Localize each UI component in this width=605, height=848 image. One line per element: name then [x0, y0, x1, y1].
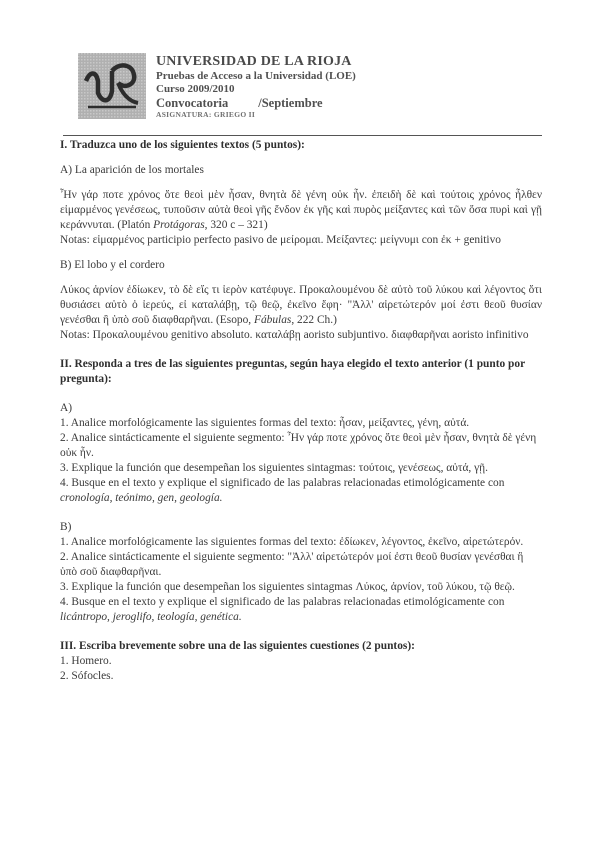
part3-item-1: 1. Homero. — [60, 655, 112, 667]
header-divider — [63, 135, 542, 136]
textB-source-work: Fábulas — [253, 314, 292, 326]
partA-q4-words: cronología, teónimo, gen, geología. — [60, 492, 223, 504]
textB-heading: B) El lobo y el cordero — [60, 259, 165, 271]
convocatoria-line — [156, 96, 486, 110]
exam-title: Pruebas de Acceso a la Universidad (LOE) — [156, 70, 356, 82]
textA-source-work: Protágoras — [153, 219, 205, 231]
partA-q4 — [60, 476, 542, 506]
textA-heading: A) La aparición de los mortales — [60, 164, 204, 176]
partB-q4 — [60, 595, 542, 625]
part2-title: II. Responda a tres de las siguientes preguntas, según haya elegido el texto anterior (1 punto por pregunta): — [60, 358, 525, 385]
partA-q1: 1. Analice morfológicamente las siguientes formas del texto: ἦσαν, μείξαντες, γένη, αὐτά. — [60, 417, 470, 429]
partB-label: B) — [60, 521, 72, 533]
partA-label: A) — [60, 402, 73, 414]
textA-greek — [60, 188, 542, 233]
convocatoria-session: /Septiembre — [258, 96, 323, 110]
textB-greek-body: Λύκος ἀρνίον ἐδίωκεν, τὸ δὲ εἴς τι ἱερὸν κατέφυγε. Προκαλουμένου δὲ αὐτὸ τοῦ λύκου καὶ λέγοντος ὅτι θυσιάσει αὐτὸ ὁ ἱερεύς, εἰ καταλάβῃ, τῷ θεῷ, ἐκεῖνο ἔφη· "Ἀλλ' αἱρετώτερόν μοί ἐστι θεοῦ θυσίαν γενέσθαι ἢ ὑπὸ σοῦ διαφθαρῆναι. (Esopo, — [60, 284, 542, 326]
university-logo — [78, 53, 146, 119]
textB-source-ref: , 222 Ch.) — [291, 314, 337, 326]
part3-item-2: 2. Sófocles. — [60, 670, 114, 682]
part3-title: III. Escriba brevemente sobre una de las siguientes cuestiones (2 puntos): — [60, 640, 415, 652]
textB-greek — [60, 283, 542, 328]
exam-header — [78, 53, 498, 123]
partA-q4-text: 4. Busque en el texto y explique el significado de las palabras relacionadas etimológicamente con — [60, 477, 505, 489]
partB-q2: 2. Analice sintácticamente el siguiente segmento: "Ἀλλ' αἱρετώτερόν μοί ἐστι θεοῦ θυσίαν γενέσθαι ἢ ὑπὸ σοῦ διαφθαρῆναι. — [60, 551, 524, 578]
textA-source-ref: , 320 c – 321) — [204, 219, 268, 231]
textA-notes: Notas: εἱμαρμένος participio perfecto pasivo de μείρομαι. Μείξαντες: μείγνυμι con ἐκ + genitivo — [60, 234, 501, 246]
part1-title: I. Traduzca uno de los siguientes textos (5 puntos): — [60, 139, 305, 151]
textB-notes: Notas: Προκαλουμένου genitivo absoluto. καταλάβῃ aoristo subjuntivo. διαφθαρῆναι aoristo infinitivo — [60, 329, 529, 341]
partA-q3: 3. Explique la función que desempeñan los siguientes sintagmas: τούτοις, γενέσεως, αὐτά, γῇ. — [60, 462, 488, 474]
subject-label: ASIGNATURA: GRIEGO II — [156, 110, 256, 119]
course-year: Curso 2009/2010 — [156, 83, 235, 95]
partB-q4-words: licántropo, jeroglifo, teología, genética. — [60, 611, 242, 623]
university-name: UNIVERSIDAD DE LA RIOJA — [156, 54, 352, 69]
partB-q3: 3. Explique la función que desempeñan los siguientes sintagmas Λύκος, ἀρνίον, τοῦ λύκου, τῷ θεῷ. — [60, 581, 515, 593]
exam-content — [60, 138, 542, 684]
header-text — [156, 54, 486, 120]
textA-greek-body: Ἦν γάρ ποτε χρόνος ὅτε θεοὶ μὲν ἦσαν, θνητὰ δὲ γένη οὐκ ἦν. ἐπειδὴ δὲ καὶ τούτοις χρόνος ἦλθεν εἱμαρμένος γενέσεως, τυποῦσιν αὐτὰ θεοὶ γῆς ἔνδον ἐκ γῆς καὶ πυρὸς μείξαντες καὶ τῶν ὅσα πυρὶ καὶ γῇ κεράννυται. (Platón — [60, 189, 542, 231]
partB-q4-text: 4. Busque en el texto y explique el significado de las palabras relacionadas etimológicamente con — [60, 596, 505, 608]
convocatoria-label: Convocatoria — [156, 96, 229, 110]
partA-q2: 2. Analice sintácticamente el siguiente segmento: Ἦν γάρ ποτε χρόνος ὅτε θεοὶ μὲν ἦσαν, θνητὰ δὲ γένη οὐκ ἦν. — [60, 432, 537, 459]
partB-q1: 1. Analice morfológicamente las siguientes formas del texto: ἐδίωκεν, λέγοντος, ἐκεῖνο, αἱρετώτερόν. — [60, 536, 524, 548]
